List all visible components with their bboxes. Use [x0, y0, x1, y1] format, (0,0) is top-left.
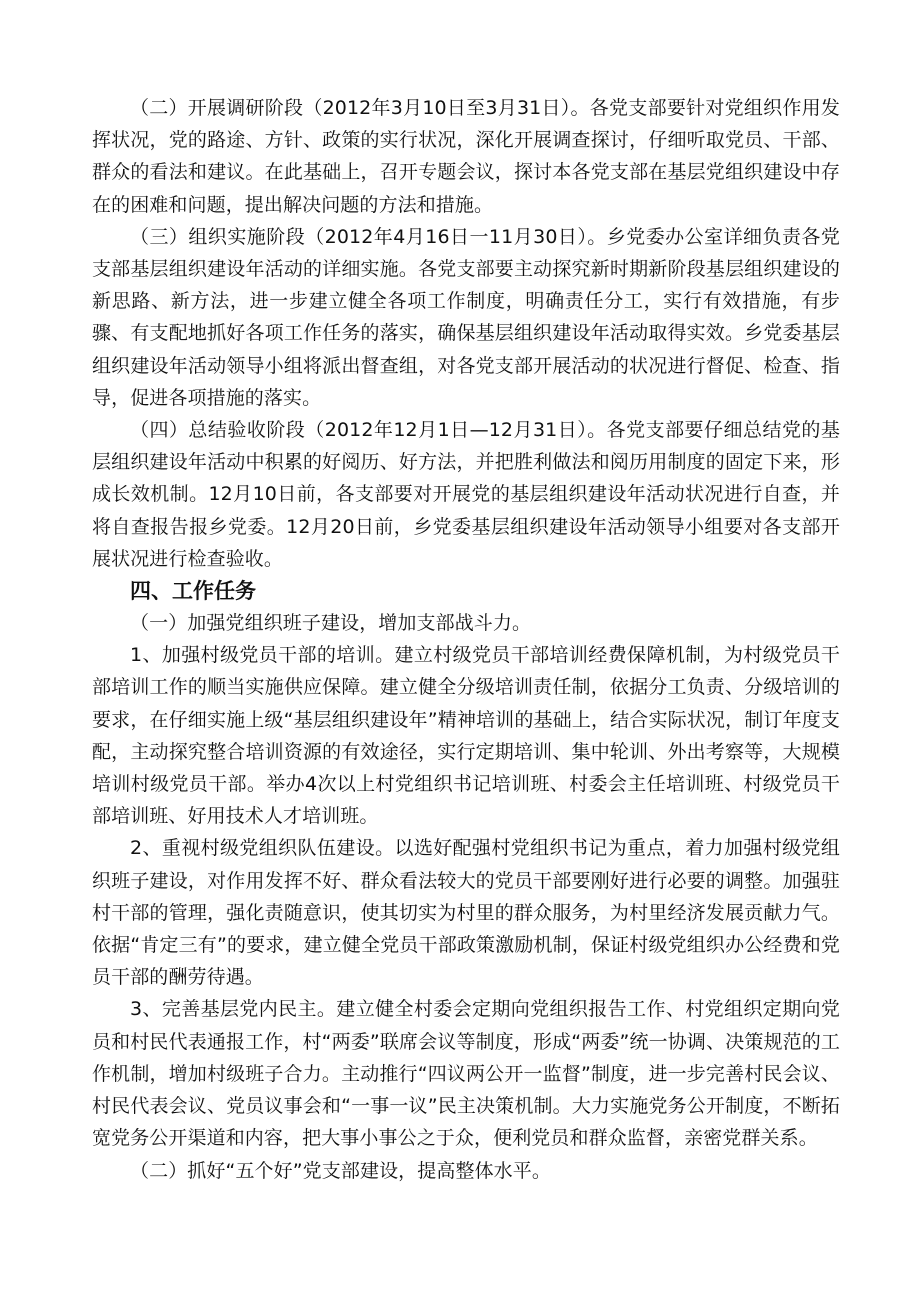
paragraph-research-stage: （二）开展调研阶段（2012年3月10日至3月31日）。各党支部要针对党组织作用发挥状况，党的路途、方针、政策的实行状况，深化开展调查探讨，仔细听取党员、干部、群众的看法和建议。在此基础上，召开专题会议，探讨本各党支部在基层党组织建设中存在的困难和问题，提出解决问题的方法和措施。	[92, 97, 840, 216]
subheading-five-good: （二）抓好“五个好”党支部建设，提高整体水平。	[130, 1159, 551, 1182]
section-heading-work-tasks: 四、工作任务	[130, 579, 256, 604]
subheading-strengthen-team: （一）加强党组织班子建设，增加支部战斗力。	[130, 612, 532, 635]
paragraph-summary-stage: （四）总结验收阶段（2012年12月1日—12月31日）。各党支部要仔细总结党的基层组织建设年活动中积累的好阅历、好方法，并把胜利做法和阅历用制度的固定下来，形成长效机制。12月10日前，各支部要对开展党的基层组织建设年活动状况进行自查，并将自查报告报乡党委。12月20日前，乡党委基层组织建设年活动领导小组要对各支部开展状况进行检查验收。	[92, 419, 840, 570]
document-body	[92, 92, 840, 1187]
paragraph-training: 1、加强村级党员干部的培训。建立村级党员干部培训经费保障机制，为村级党员干部培训工作的顺当实施供应保障。建立健全分级培训责任制，依据分工负责、分级培训的要求，在仔细实施上级“基层组织建设年”精神培训的基础上，结合实际状况，制订年度支配，主动探究整合培训资源的有效途径，实行定期培训、集中轮训、外出考察等，大规模培训村级党员干部。举办4次以上村党组织书记培训班、村委会主任培训班、村级党员干部培训班、好用技术人才培训班。	[92, 644, 840, 828]
paragraph-team-building: 2、重视村级党组织队伍建设。以选好配强村党组织书记为重点，着力加强村级党组织班子建设，对作用发挥不好、群众看法较大的党员干部要刚好进行必要的调整。加强驻村干部的管理，强化责随意识，使其切实为村里的群众服务，为村里经济发展贡献力气。依据“肯定三有”的要求，建立健全党员干部政策激励机制，保证村级党组织办公经费和党员干部的酬劳待遇。	[92, 837, 840, 989]
paragraph-inner-democracy: 3、完善基层党内民主。建立健全村委会定期向党组织报告工作、村党组织定期向党员和村民代表通报工作，村“两委”联席会议等制度，形成“两委”统一协调、决策规范的工作机制，增加村级班子合力。主动推行“四议两公开一监督”制度，进一步完善村民会议、村民代表会议、党员议事会和“一事一议”民主决策机制。大力实施党务公开制度，不断拓宽党务公开渠道和内容，把大事小事公之于众，便利党员和群众监督，亲密党群关系。	[92, 998, 840, 1150]
paragraph-implementation-stage: （三）组织实施阶段（2012年4月16日一11月30日）。乡党委办公室详细负责各党支部基层组织建设年活动的详细实施。各党支部要主动探究新时期新阶段基层组织建设的新思路、新方法，进一步建立健全各项工作制度，明确责任分工，实行有效措施，有步骤、有支配地抓好各项工作任务的落实，确保基层组织建设年活动取得实效。乡党委基层组织建设年活动领导小组将派出督查组，对各党支部开展活动的状况进行督促、检查、指导，促进各项措施的落实。	[92, 225, 840, 409]
